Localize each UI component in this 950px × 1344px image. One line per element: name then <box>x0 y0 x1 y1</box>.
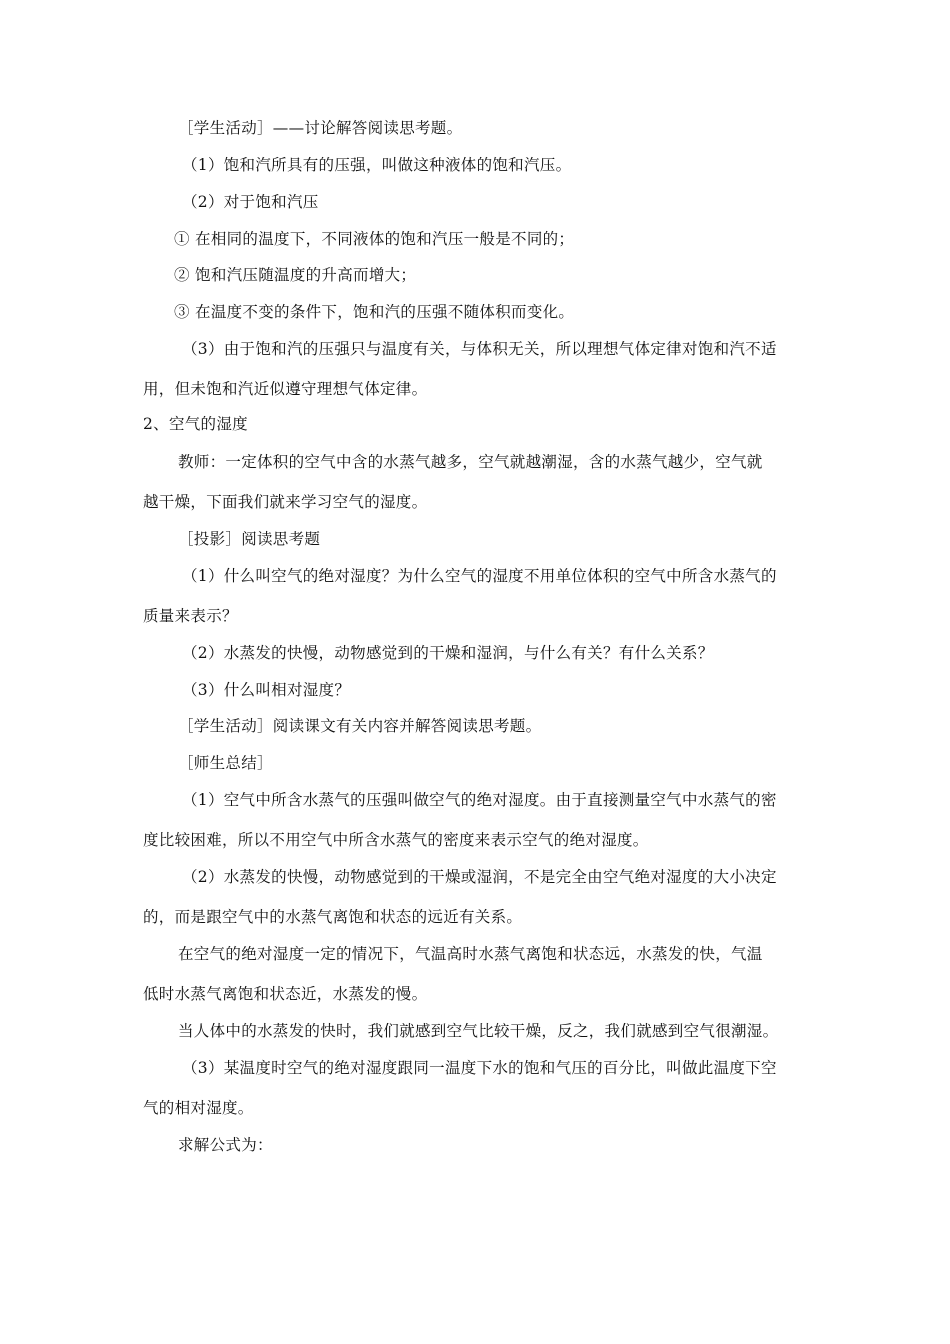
point-1: ① 在相同的温度下，不同液体的饱和汽压一般是不同的； <box>174 230 575 248</box>
summary-3-line-1: （3）某温度时空气的绝对湿度跟同一温度下水的饱和气压的百分比，叫做此温度下空 <box>182 1059 777 1077</box>
question-2: （2）水蒸发的快慢，动物感觉到的干燥和湿润，与什么有关？有什么关系？ <box>182 644 714 662</box>
summary-1-line-2: 度比较困难，所以不用空气中所含水蒸气的密度来表示空气的绝对湿度。 <box>143 831 649 849</box>
point-2: ② 饱和汽压随温度的升高而增大； <box>174 266 417 284</box>
teacher-intro-line-1: 教师：一定体积的空气中含的水蒸气越多，空气就越潮湿，含的水蒸气越少，空气就 <box>178 453 763 471</box>
temperature-effect-line-2: 低时水蒸气离饱和状态近，水蒸发的慢。 <box>143 985 428 1003</box>
answer-1-saturated-vapor-pressure: （1）饱和汽所具有的压强，叫做这种液体的饱和汽压。 <box>182 156 572 174</box>
point-3: ③ 在温度不变的条件下，饱和汽的压强不随体积而变化。 <box>174 303 575 321</box>
section-heading-air-humidity: 2、空气的湿度 <box>143 415 248 433</box>
formula-intro: 求解公式为： <box>178 1136 273 1154</box>
human-perception: 当人体中的水蒸发的快时，我们就感到空气比较干燥，反之，我们就感到空气很潮湿。 <box>178 1022 779 1040</box>
summary-2-line-1: （2）水蒸发的快慢，动物感觉到的干燥或湿润，不是完全由空气绝对湿度的大小决定 <box>182 868 777 886</box>
summary-1-line-1: （1）空气中所含水蒸气的压强叫做空气的绝对湿度。由于直接测量空气中水蒸气的密 <box>182 791 777 809</box>
projection-questions-heading: ［投影］阅读思考题 <box>178 530 321 548</box>
answer-3-line-2: 用，但未饱和汽近似遵守理想气体定律。 <box>143 380 428 398</box>
summary-2-line-2: 的，而是跟空气中的水蒸气离饱和状态的远近有关系。 <box>143 908 523 926</box>
answer-3-line-1: （3）由于饱和汽的压强只与温度有关，与体积无关，所以理想气体定律对饱和汽不适 <box>182 340 777 358</box>
summary-3-line-2: 气的相对湿度。 <box>143 1099 254 1117</box>
answer-2-heading: （2）对于饱和汽压 <box>182 193 319 211</box>
question-1-line-1: （1）什么叫空气的绝对湿度？为什么空气的湿度不用单位体积的空气中所含水蒸气的 <box>182 567 777 585</box>
student-activity-reading: ［学生活动］阅读课文有关内容并解答阅读思考题。 <box>178 717 542 735</box>
question-1-line-2: 质量来表示？ <box>143 607 238 625</box>
summary-heading: ［师生总结］ <box>178 754 273 772</box>
question-3: （3）什么叫相对湿度？ <box>182 681 351 699</box>
teacher-intro-line-2: 越干燥，下面我们就来学习空气的湿度。 <box>143 493 428 511</box>
temperature-effect-line-1: 在空气的绝对湿度一定的情况下，气温高时水蒸气离饱和状态远，水蒸发的快，气温 <box>178 945 763 963</box>
student-activity-discussion: ［学生活动］——讨论解答阅读思考题。 <box>178 119 463 137</box>
